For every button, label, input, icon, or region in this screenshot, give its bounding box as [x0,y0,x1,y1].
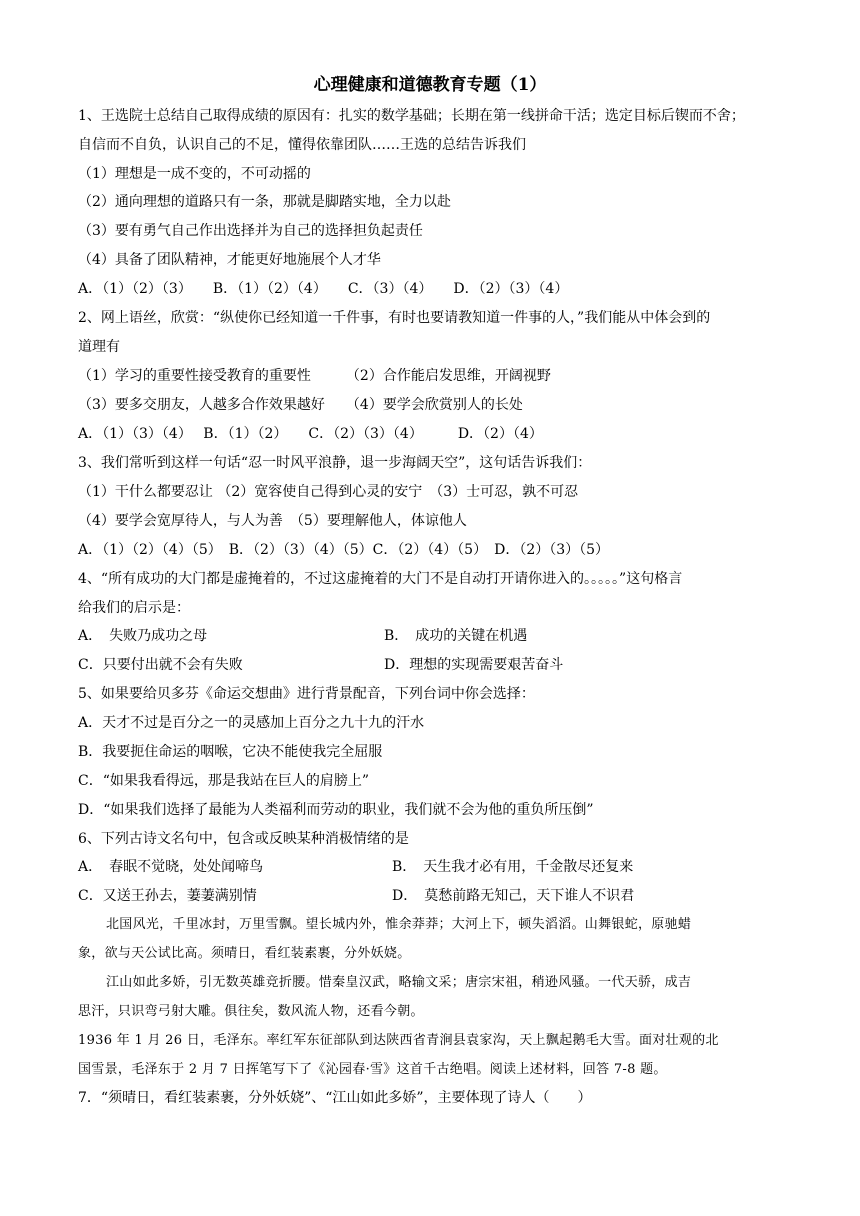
q6-option-b: B． 天生我才必有用，千金散尽还复来 [392,859,634,875]
poem-line-4: 思汗，只识弯弓射大雕。俱往矣，数风流人物，还看今朝。 [78,1004,424,1019]
poem-line-3: 江山如此多娇，引无数英雄竞折腰。惜秦皇汉武，略输文采；唐宗宋祖，稍逊风骚。一代天骄，成吉 [106,975,692,990]
q2-items-1-2: （1）学习的重要性接受教育的重要性 （2）合作能启发思维，开阔视野 [78,368,551,384]
q4-stem-line2: 给我们的启示是： [78,600,190,616]
q1-item-2: （2）通向理想的道路只有一条，那就是脚踏实地，全力以赴 [78,194,451,210]
q4-option-a: A． 失败乃成功之母 [78,628,208,644]
q4-option-b: B． 成功的关键在机遇 [384,628,528,644]
q2-items-3-4: （3）要多交朋友，人越多合作效果越好 （4）要学会欣赏别人的长处 [78,397,523,413]
material-line-1: 1936 年 1 月 26 日，毛泽东。率红军东征部队到达陕西省青涧县袁家沟，天上飘起鹅毛大雪。面对壮观的北 [78,1033,719,1048]
q1-options: A．（1）（2）（3） B．（1）（2）（4） C．（3）（4） D．（2）（3）（4） [78,281,569,297]
q3-items-1-3: （1）干什么都要忍让 （2）宽容使自己得到心灵的安宁 （3）士可忍，孰不可忍 [78,484,579,500]
q6-option-c: C．又送王孙去，萋萋满别情 [78,888,257,904]
q3-options: A．（1）（2）（4）（5） B．（2）（3）（4）（5）C．（2）（4）（5） D．（2）（3）（5） [78,542,610,558]
q6-option-a: A． 春眠不觉晓，处处闻啼鸟 [78,859,264,875]
material-line-2: 国雪景，毛泽东于 2 月 7 日挥笔写下了《沁园春·雪》这首千古绝唱。阅读上述材料，回答 7-8 题。 [78,1062,667,1077]
q5-option-a: A．天才不过是百分之一的灵感加上百分之九十九的汗水 [78,715,425,731]
q1-item-3: （3）要有勇气自己作出选择并为自己的选择担负起责任 [78,223,423,239]
q2-options: A．（1）（3）（4） B．（1）（2） C．（2）（3）（4） D．（2）（4） [78,426,543,442]
q1-stem-line2: 自信而不自负，认识自己的不足，懂得依靠团队……王选的总结告诉我们 [78,137,526,153]
q7-stem: 7．“须晴日，看红装素裹，分外妖娆”、“江山如此多娇”，主要体现了诗人（ ） [78,1090,592,1106]
q3-items-4-5: （4）要学会宽厚待人，与人为善 （5）要理解他人，体谅他人 [78,513,467,529]
q2-stem-line2: 道理有 [78,339,120,355]
q1-item-1: （1）理想是一成不变的，不可动摇的 [78,166,311,182]
q4-option-d: D．理想的实现需要艰苦奋斗 [384,657,564,673]
q5-option-c: C．“如果我看得远，那是我站在巨人的肩膀上” [78,773,370,789]
q5-option-b: B．我要扼住命运的咽喉，它决不能使我完全屈服 [78,744,383,760]
q2-stem-line1: 2、网上语丝，欣赏：“纵使你已经知道一千件事，有时也要请教知道一件事的人，”我们能从中体会到的 [78,310,711,326]
q6-stem: 6、下列古诗文名句中，包含或反映某种消极情绪的是 [78,831,409,847]
q6-option-d: D． 莫愁前路无知己，天下谁人不识君 [392,888,635,904]
poem-line-2: 象，欲与天公试比高。须晴日，看红装素裹，分外妖娆。 [78,946,411,961]
poem-line-1: 北国风光，千里冰封，万里雪飘。望长城内外，惟余莽莽；大河上下，顿失滔滔。山舞银蛇，原驰蜡 [106,917,692,932]
q3-stem: 3、我们常听到这样一句话“忍一时风平浪静，退一步海阔天空”，这句话告诉我们： [78,455,592,471]
q4-option-c: C．只要付出就不会有失败 [78,657,243,673]
q1-item-4: （4）具备了团队精神，才能更好地施展个人才华 [78,252,381,268]
q5-option-d: D．“如果我们选择了最能为人类福利而劳动的职业，我们就不会为他的重负所压倒” [78,802,594,818]
page-title: 心理健康和道德教育专题（1） [313,75,547,95]
q1-stem-line1: 1、王选院士总结自己取得成绩的原因有：扎实的数学基础；长期在第一线拼命干活；选定目标后锲而不舍； [78,108,745,124]
q5-stem: 5、如果要给贝多芬《命运交想曲》进行背景配音，下列台词中你会选择： [78,686,535,702]
q4-stem-line1: 4、“所有成功的大门都是虚掩着的，不过这虚掩着的大门不是自动打开请你进入的。。。。。”这句格言 [78,571,683,587]
